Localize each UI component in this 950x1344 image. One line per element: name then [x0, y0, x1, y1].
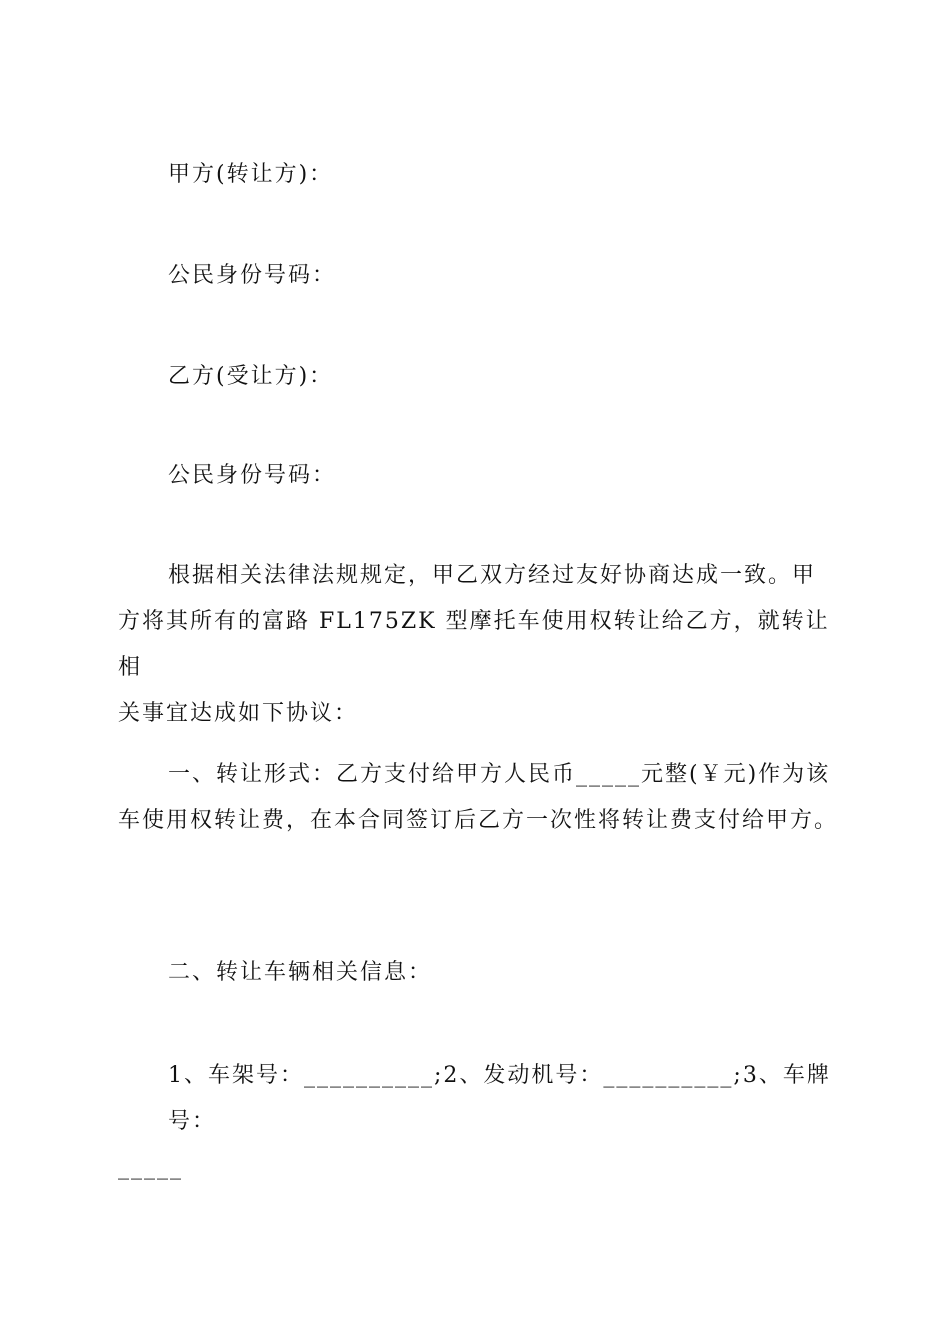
clause-2-heading-text: 二、转让车辆相关信息：: [168, 960, 433, 985]
intro-line-1: 根据相关法律法规规定，甲乙双方经过友好协商达成一致。甲: [168, 563, 817, 588]
intro-line-2: 方将其所有的富路 FL175ZK 型摩托车使用权转让给乙方，就转让相: [118, 609, 830, 680]
party-a-id-text: 公民身份号码：: [168, 263, 337, 288]
party-a-text: 甲方(转让方)：: [168, 162, 334, 187]
vehicle-info-line-1: 1、车架号：__________;2、发动机号：__________;3、车牌号：: [168, 1063, 831, 1134]
intro-line-3: 关事宜达成如下协议：: [118, 701, 359, 726]
clause-1-line-1: 一、转让形式：乙方支付给甲方人民币_____元整(￥元)作为该: [168, 762, 831, 787]
party-b-label: [118, 354, 843, 400]
party-b-id-label: [118, 453, 843, 499]
party-b-id-text: 公民身份号码：: [168, 463, 337, 488]
party-a-id-label: [118, 253, 843, 299]
vehicle-info-line-2: _____: [118, 1155, 183, 1180]
vehicle-info-paragraph: [118, 1053, 843, 1191]
clause-1-line-2: 车使用权转让费，在本合同签订后乙方一次性将转让费支付给甲方。: [118, 808, 839, 833]
clause-1-paragraph: [118, 752, 843, 844]
intro-paragraph: [118, 553, 843, 737]
party-a-label: [118, 152, 843, 198]
clause-2-heading: [118, 950, 843, 996]
party-b-text: 乙方(受让方)：: [168, 364, 334, 389]
